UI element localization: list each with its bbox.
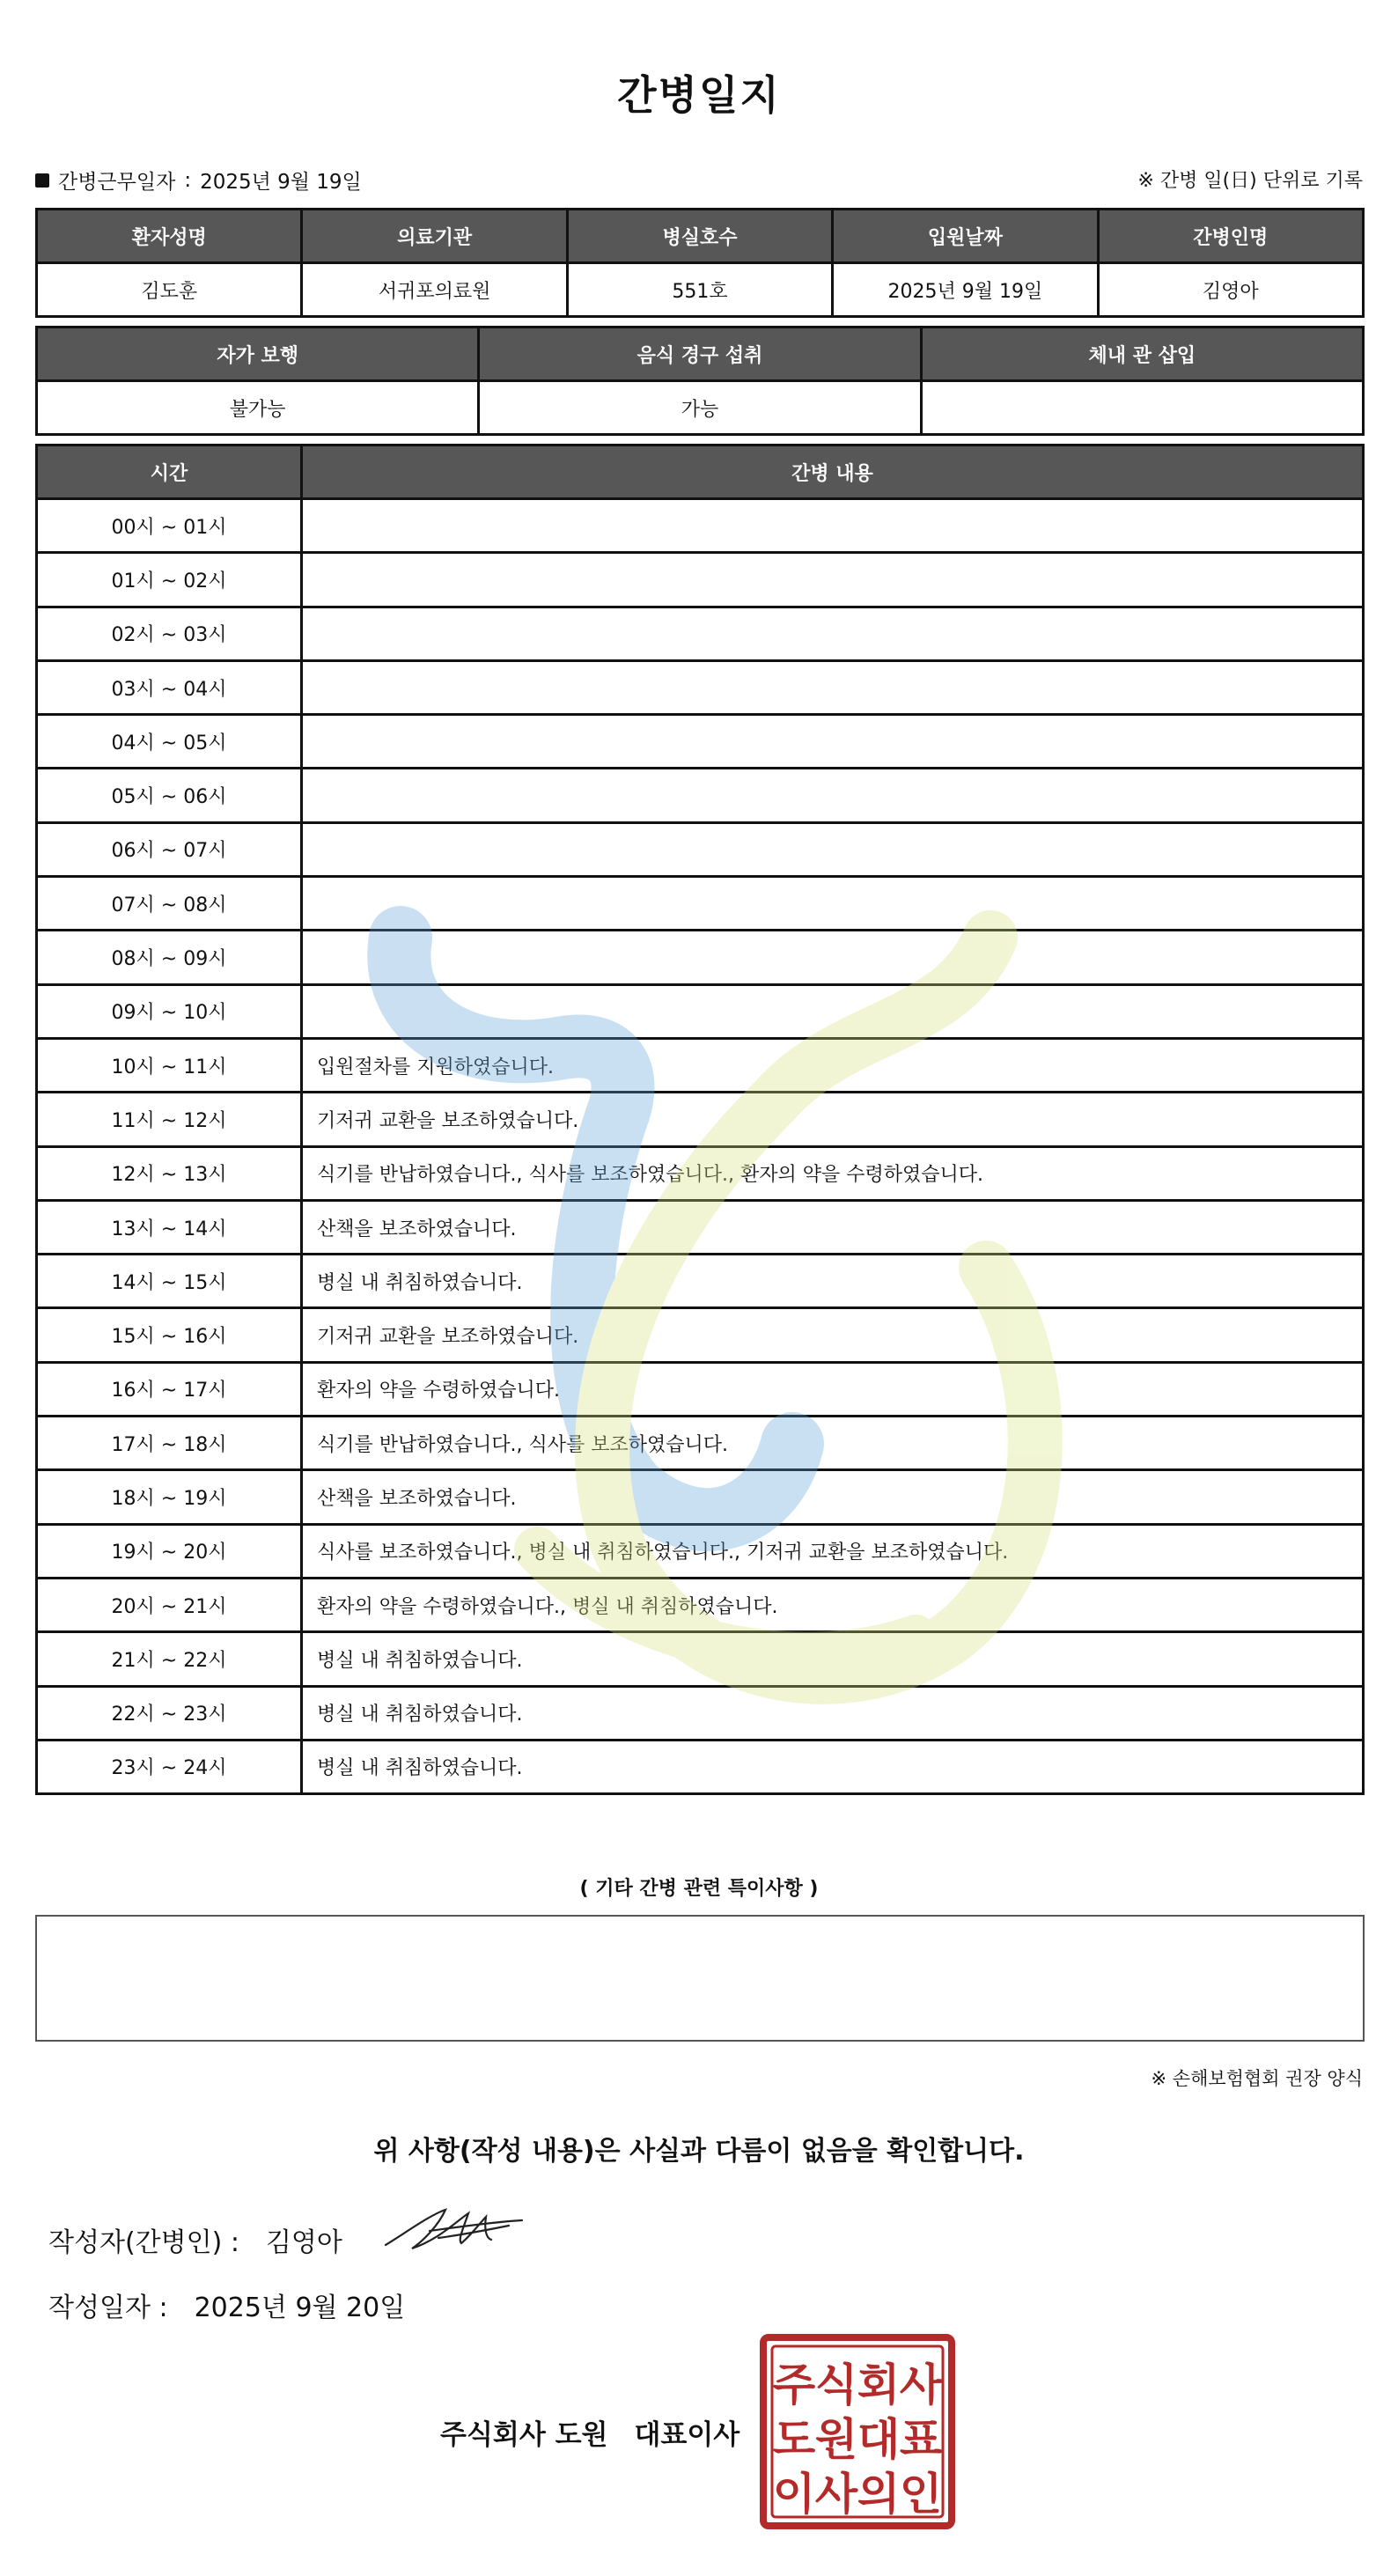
header-hospital: 의료기관 (302, 210, 567, 263)
care-log-time: 22시 ~ 23시 (37, 1686, 302, 1740)
author-line (48, 2220, 342, 2259)
page-title: 간병일지 (617, 71, 781, 119)
seal-character: 사 (814, 2469, 858, 2520)
care-log-content: 병실 내 취침하였습니다. (302, 1632, 1364, 1686)
header-oral-intake: 음식 경구 섭취 (479, 328, 921, 381)
care-log-time: 17시 ~ 18시 (37, 1417, 302, 1470)
care-log-row (37, 1417, 1364, 1470)
header-patient-name: 환자성명 (37, 210, 302, 263)
care-log-header-row (37, 445, 1364, 499)
care-log-time: 02시 ~ 03시 (37, 607, 302, 660)
special-notes-title: ( 기타 간병 관련 특이사항 ) (579, 1878, 819, 1900)
care-log-time: 07시 ~ 08시 (37, 877, 302, 931)
patient-info-value-row (37, 263, 1364, 317)
confirmation-statement: 위 사항(작성 내용)은 사실과 다름이 없음을 확인합니다. (373, 2136, 1025, 2167)
care-log-content (302, 715, 1364, 769)
seal-character: 식 (814, 2359, 858, 2410)
written-date-value: 2025년 9월 20일 (194, 2293, 406, 2323)
special-notes-box (35, 1915, 1365, 2042)
patient-status-header-row (37, 328, 1364, 381)
care-log-content: 기저귀 교환을 보조하였습니다. (302, 1093, 1364, 1146)
care-log-time: 10시 ~ 11시 (37, 1038, 302, 1092)
unit-note: ※ 간병 일(日) 단위로 기록 (1137, 170, 1363, 192)
care-log-time: 12시 ~ 13시 (37, 1146, 302, 1200)
seal-character: 인 (899, 2469, 943, 2520)
care-log-content (302, 607, 1364, 660)
seal-character: 주 (772, 2359, 816, 2410)
seal-character: 사 (899, 2359, 943, 2410)
care-log-content: 산책을 보조하였습니다. (302, 1200, 1364, 1254)
company-line (440, 2412, 739, 2452)
care-log-content (302, 931, 1364, 984)
header-caregiver-name: 간병인명 (1098, 210, 1363, 263)
care-log-content (302, 984, 1364, 1038)
patient-name: 김도훈 (37, 263, 302, 317)
care-log-time: 16시 ~ 17시 (37, 1362, 302, 1416)
hospital-name: 서귀포의료원 (302, 263, 567, 317)
care-log-content (302, 499, 1364, 553)
care-log-content: 병실 내 취침하였습니다. (302, 1255, 1364, 1308)
company-name: 주식회사 도원 (440, 2419, 608, 2451)
care-log-content: 기저귀 교환을 보조하였습니다. (302, 1308, 1364, 1362)
care-log-time: 20시 ~ 21시 (37, 1578, 302, 1631)
self-walking-value: 불가능 (37, 381, 479, 435)
care-log-content: 식기를 반납하였습니다., 식사를 보조하였습니다. (302, 1417, 1364, 1470)
care-log-content (302, 877, 1364, 931)
care-log-row (37, 1686, 1364, 1740)
care-log-time: 11시 ~ 12시 (37, 1093, 302, 1146)
seal-character: 이 (772, 2469, 816, 2520)
care-log-time: 03시 ~ 04시 (37, 660, 302, 714)
care-log-row (37, 1632, 1364, 1686)
patient-status-table (35, 326, 1365, 436)
work-date (35, 166, 362, 195)
care-log-row (37, 1524, 1364, 1578)
care-log-row (37, 1146, 1364, 1200)
care-log-row (37, 1308, 1364, 1362)
care-log-time: 04시 ~ 05시 (37, 715, 302, 769)
care-log-content: 입원절차를 지원하였습니다. (302, 1038, 1364, 1092)
care-log-row (37, 1362, 1364, 1416)
care-log-row (37, 1740, 1364, 1793)
seal-character: 원 (814, 2414, 858, 2465)
admission-date: 2025년 9월 19일 (833, 263, 1098, 317)
care-log-time: 05시 ~ 06시 (37, 769, 302, 822)
care-log-content (302, 769, 1364, 822)
care-log-row (37, 1200, 1364, 1254)
care-log-content (302, 822, 1364, 876)
care-log-row (37, 877, 1364, 931)
care-log-time: 19시 ~ 20시 (37, 1524, 302, 1578)
room-number: 551호 (567, 263, 832, 317)
care-log-row (37, 499, 1364, 553)
patient-info-header-row (37, 210, 1364, 263)
care-log-content: 병실 내 취침하였습니다. (302, 1686, 1364, 1740)
seal-character: 대 (857, 2414, 901, 2465)
seal-character: 회 (857, 2359, 901, 2410)
header-care-content: 간병 내용 (302, 445, 1364, 499)
care-log-content (302, 660, 1364, 714)
care-log-table (35, 444, 1365, 1795)
care-log-time: 21시 ~ 22시 (37, 1632, 302, 1686)
seal-character: 의 (857, 2469, 901, 2520)
care-log-time: 06시 ~ 07시 (37, 822, 302, 876)
care-log-time: 15시 ~ 16시 (37, 1308, 302, 1362)
written-date-line (48, 2285, 405, 2324)
caregiver-name: 김영아 (1098, 263, 1363, 317)
author-label: 작성자(간병인) : (48, 2227, 239, 2258)
care-log-time: 08시 ~ 09시 (37, 931, 302, 984)
author-name: 김영아 (265, 2227, 342, 2258)
care-log-row (37, 1038, 1364, 1092)
header-admission-date: 입원날짜 (833, 210, 1098, 263)
header-self-walking: 자가 보행 (37, 328, 479, 381)
recommend-note: ※ 손해보험협회 권장 양식 (1151, 2068, 1363, 2089)
care-log-body (37, 499, 1364, 1794)
header-tube-insertion: 체내 관 삽입 (921, 328, 1363, 381)
care-log-row (37, 1093, 1364, 1146)
care-log-content: 산책을 보조하였습니다. (302, 1470, 1364, 1524)
care-log-row (37, 822, 1364, 876)
seal-character: 표 (899, 2414, 943, 2465)
care-log-time: 23시 ~ 24시 (37, 1740, 302, 1793)
header-time: 시간 (37, 445, 302, 499)
care-log-row (37, 1255, 1364, 1308)
care-log-time: 18시 ~ 19시 (37, 1470, 302, 1524)
care-log-row (37, 931, 1364, 984)
oral-intake-value: 가능 (479, 381, 921, 435)
care-log-content: 병실 내 취침하였습니다. (302, 1740, 1364, 1793)
care-log-time: 09시 ~ 10시 (37, 984, 302, 1038)
care-log-time: 13시 ~ 14시 (37, 1200, 302, 1254)
written-date-label: 작성일자 : (48, 2293, 168, 2323)
care-log-row (37, 660, 1364, 714)
care-log-time: 14시 ~ 15시 (37, 1255, 302, 1308)
company-seal-icon (759, 2333, 956, 2530)
tube-insertion-value (921, 381, 1363, 435)
care-log-row (37, 769, 1364, 822)
signature-icon (377, 2199, 526, 2261)
care-log-row (37, 715, 1364, 769)
care-log-time: 01시 ~ 02시 (37, 553, 302, 607)
care-log-content: 식사를 보조하였습니다., 병실 내 취침하였습니다., 기저귀 교환을 보조하였습니다. (302, 1524, 1364, 1578)
company-title: 대표이사 (634, 2419, 740, 2451)
work-date-label: 간병근무일자 (58, 171, 176, 194)
patient-status-value-row (37, 381, 1364, 435)
bullet-square-icon (35, 173, 49, 188)
work-date-value: 2025년 9월 19일 (200, 171, 362, 194)
patient-info-table (35, 208, 1365, 318)
care-log-content: 식기를 반납하였습니다., 식사를 보조하였습니다., 환자의 약을 수령하였습니다. (302, 1146, 1364, 1200)
care-log-content: 환자의 약을 수령하였습니다. (302, 1362, 1364, 1416)
care-log-row (37, 984, 1364, 1038)
care-log-row (37, 607, 1364, 660)
care-log-time: 00시 ~ 01시 (37, 499, 302, 553)
care-log-content: 환자의 약을 수령하였습니다., 병실 내 취침하였습니다. (302, 1578, 1364, 1631)
care-log-content (302, 553, 1364, 607)
care-log-row (37, 1470, 1364, 1524)
header-room-number: 병실호수 (567, 210, 832, 263)
care-log-row (37, 553, 1364, 607)
seal-character: 도 (772, 2414, 816, 2465)
work-date-separator: : (184, 168, 192, 192)
care-log-row (37, 1578, 1364, 1631)
